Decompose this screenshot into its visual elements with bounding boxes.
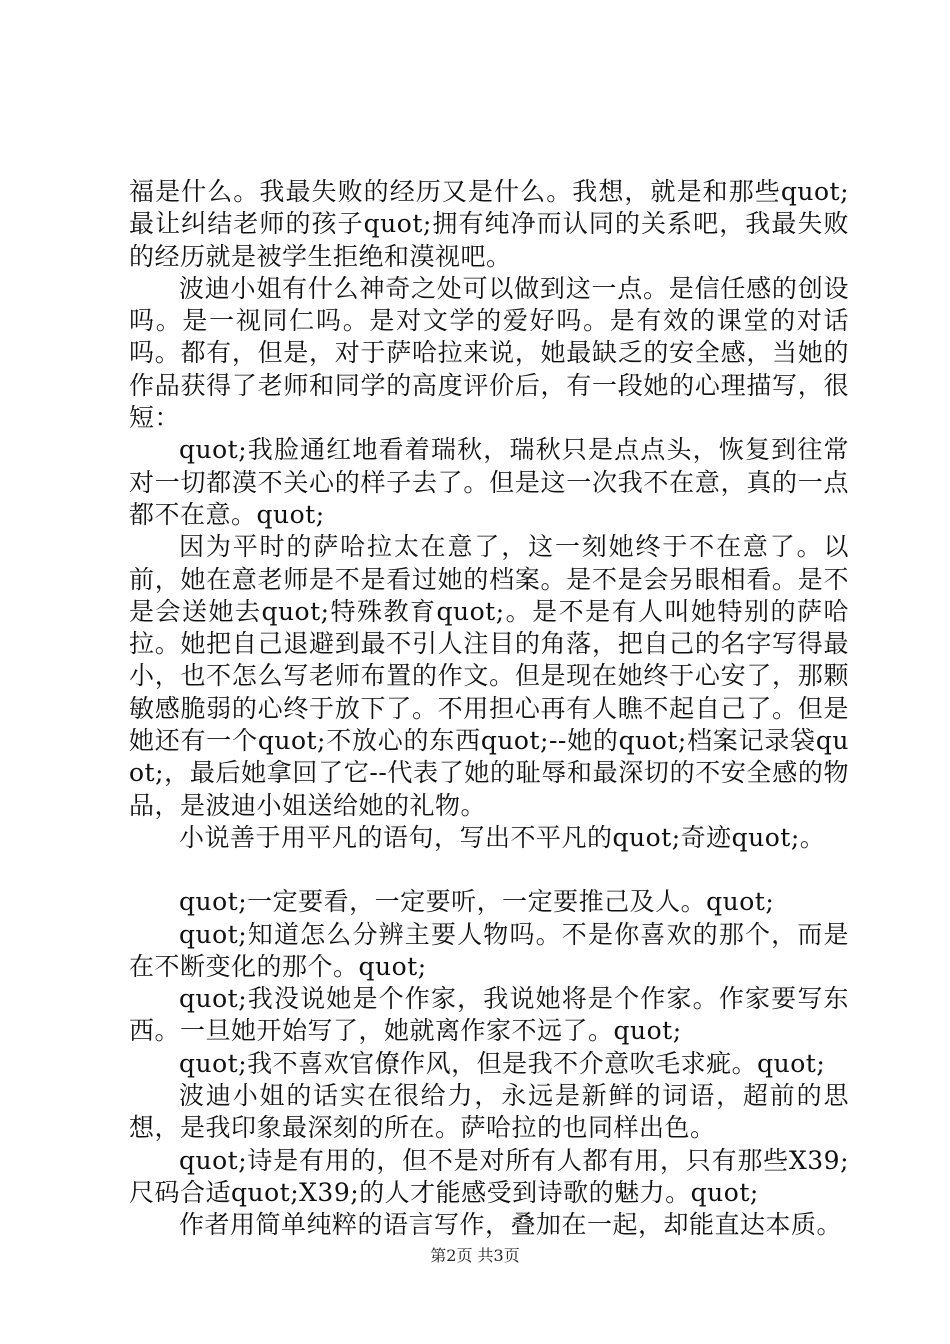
page-number-footer: 第2页 共3页 — [430, 1246, 520, 1265]
quote-4: quot;我不喜欢官僚作风，但是我不介意吹毛求疵。quot; — [179, 1048, 826, 1078]
quote-1: quot;一定要看，一定要听，一定要推己及人。quot; — [179, 887, 775, 917]
paragraph-2: 波迪小姐有什么神奇之处可以做到这一点。是信任感的创设吗。是一视同仁吗。是对文学的爱好吗。是有效的课堂的对话吗。都有，但是，对于萨哈拉来说，她最缺乏的安全感，当她的作品获得了老师和同学的高度评价后，有一段她的心理描写，很短： — [129, 273, 849, 433]
paragraph-1: 福是什么。我最失败的经历又是什么。我想，就是和那些quot;最让纠结老师的孩子quot;拥有纯净而认同的关系吧，我最失败的经历就是被学生拒绝和漠视吧。 — [129, 177, 849, 271]
quote-5: quot;诗是有用的，但不是对所有人都有用，只有那些X39;尺码合适quot;X39;的人才能感受到诗歌的魅力。quot; — [129, 1145, 849, 1207]
paragraph-5: 小说善于用平凡的语句，写出不平凡的quot;奇迹quot;。 — [179, 822, 826, 852]
paragraph-3: quot;我脸通红地看着瑞秋，瑞秋只是点点头，恢复到往常对一切都漠不关心的样子去了。但是这一次我不在意，真的一点都不在意。quot; — [129, 435, 849, 529]
paragraph-gap — [129, 854, 849, 886]
paragraph-4: 因为平时的萨哈拉太在意了，这一刻她终于不在意了。以前，她在意老师是不是看过她的档案。是不是会另眼相看。是不是会送她去quot;特殊教育quot;。是不是有人叫她特别的萨哈拉。她把自己退避到最不引人注目的角落，把自己的名字写得最小，也不怎么写老师布置的作文。但是现在她终于心安了，那颗敏感脆弱的心终于放下了。不用担心再有人瞧不起自己了。但是她还有一个quot;不放心的东西quot;--她的quot;档案记录袋quot;，最后她拿回了它--代表了她的耻辱和最深切的不安全感的物品，是波迪小姐送给她的礼物。 — [129, 532, 849, 820]
quote-3: quot;我没说她是个作家，我说她将是个作家。作家要写东西。一旦她开始写了，她就离作家不远了。quot; — [129, 984, 849, 1046]
paragraph-7: 作者用简单纯粹的语言写作，叠加在一起，却能直达本质。 — [179, 1210, 843, 1240]
document-body — [129, 176, 849, 1242]
quote-2: quot;知道怎么分辨主要人物吗。不是你喜欢的那个，而是在不断变化的那个。quot; — [129, 919, 849, 981]
paragraph-6: 波迪小姐的话实在很给力，永远是新鲜的词语，超前的思想，是我印象最深刻的所在。萨哈拉的也同样出色。 — [129, 1081, 849, 1143]
